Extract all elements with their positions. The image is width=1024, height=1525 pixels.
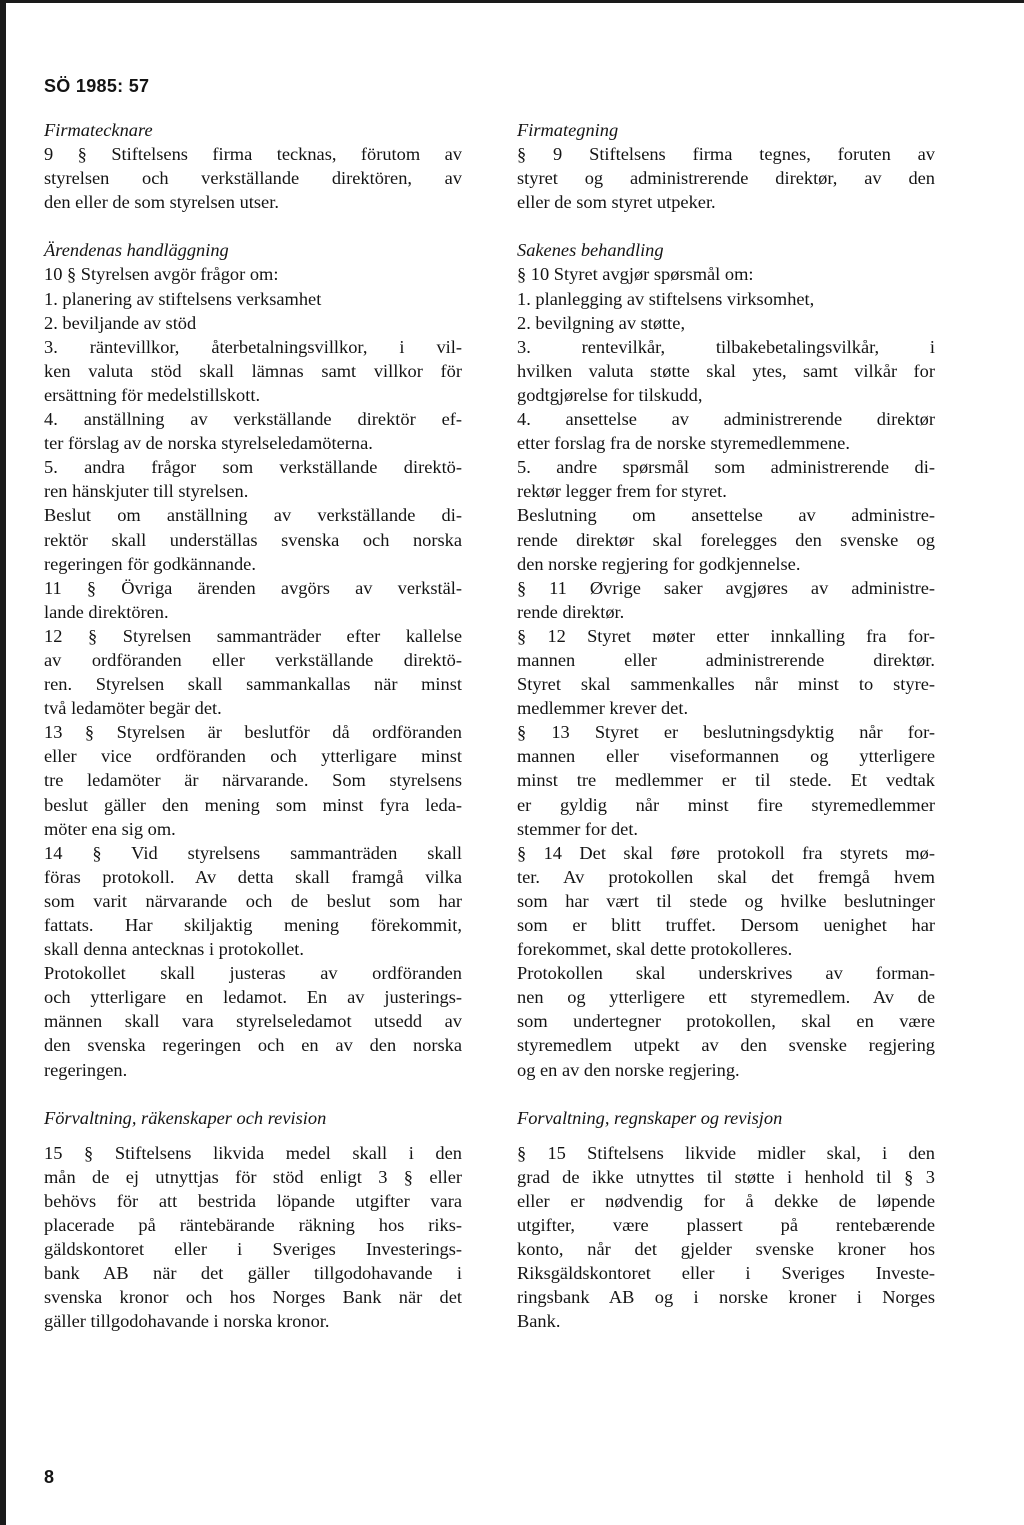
text-line: som undertegner protokollen, skal en være [517,1011,935,1032]
text-block [517,262,935,1081]
text-line: ringsbank AB og i norske kroner i Norges [517,1287,935,1308]
text-line: 13 § Styrelsen är beslutför då ordföranden [44,722,462,743]
text-line: 2. beviljande av stöd [44,312,197,333]
text-line: § 15 Stiftelsens likvide midler skal, i den [517,1142,935,1163]
text-line: § 14 Det skal føre protokoll fra styrets mø- [517,842,935,863]
text-line: Beslut om anställning av verkställande di- [44,505,462,526]
text-line: og en av den norske regjering. [517,1059,740,1080]
section-heading: Firmatecknare [44,120,153,140]
text-line: den eller de som styrelsen utser. [44,192,279,213]
text-line: 1. planering av stiftelsens verksamhet [44,288,322,309]
text-line: beslut gäller den mening som minst fyra leda- [44,794,462,815]
text-line: Beslutning om ansettelse av administre- [517,505,935,526]
text-line: regeringen för godkännande. [44,553,256,574]
text-line: 3. räntevillkor, återbetalningsvillkor, i vil- [44,336,462,357]
text-line: 15 § Stiftelsens likvida medel skall i den [44,1142,462,1163]
text-block [517,1141,935,1334]
text-line: föras protokoll. Av detta skall framgå vilka [44,866,462,887]
text-line: Styret skal sammenkalles når minst to styre- [517,674,935,695]
norwegian-text-column [517,118,935,1334]
text-line: rende direktør skal forelegges den svenske og [517,529,935,550]
text-line: 11 § Övriga ärenden avgörs av verkstäl- [44,577,462,598]
text-line: ren. Styrelsen skall sammankallas när minst [44,674,462,695]
section-heading: Förvaltning, räkenskaper och revision [44,1107,327,1128]
text-line: konto, når det gjelder svenske kroner hos [517,1239,935,1260]
text-line: mån de ej utnyttjas för stöd enligt 3 § eller [44,1166,462,1187]
text-line: ter förslag av de norska styrelseledamöterna. [44,433,373,454]
text-line: svenska kronor och hos Norges Bank när det [44,1287,462,1308]
text-line: fattats. Har skiljaktig mening förekommit, [44,915,462,935]
text-line: lande direktören. [44,601,169,622]
text-line: er gyldig når minst fire styremedlemmer [517,794,935,815]
text-block [44,1141,462,1334]
text-line: 3. rentevilkår, tilbakebetalingsvilkår, i [517,336,935,357]
text-line: 10 § Styrelsen avgör frågor om: [44,264,279,285]
text-line: och ytterligare en ledamot. En av justerings- [44,987,462,1008]
page-number: 8 [44,1467,55,1487]
text-line: den svenska regeringen och en av den norska [44,1035,462,1056]
text-line: regeringen. [44,1059,128,1080]
text-line: forekommet, skal dette protokolleres. [517,939,793,960]
text-line: rektör skall underställas svenska och norska [44,529,462,550]
text-line: 14 § Vid styrelsens sammanträden skall [44,842,462,863]
section-heading: Ärendenas handläggning [44,240,229,261]
text-line: godtgjørelse for tilskudd, [517,384,703,405]
text-line: eller de som styret utpeker. [517,192,716,213]
text-line: etter forslag fra de norske styremedlemmene. [517,433,850,454]
text-line: männen skall vara styrelseledamot utsedd av [44,1011,462,1032]
text-line: Protokollen skal underskrives av forman- [517,963,935,984]
text-line: § 10 Styret avgjør spørsmål om: [517,264,754,285]
text-line: mannen eller administrerende direktør. [517,649,935,670]
text-line: § 12 Styret møter etter innkalling fra for- [517,625,935,646]
text-line: rektør legger frem for styret. [517,481,727,502]
text-line: mannen eller viseformannen og ytterligere [517,746,935,767]
text-line: behövs för att bestrida löpande utgifter vara [44,1190,462,1211]
text-line: minst tre medlemmer er til stede. Et vedtak [517,770,935,791]
text-line: möter ena sig om. [44,818,176,839]
text-line: stemmer for det. [517,818,639,839]
text-line: eller er nødvendig for å dekke de løpende [517,1190,935,1211]
text-line: ken valuta stöd skall lämnas samt villkor för [44,360,462,381]
text-line: placerade på räntebärande räkning hos riks- [44,1215,462,1236]
text-line: 5. andra frågor som verkställande direktö- [44,457,462,478]
text-line: rende direktør. [517,601,625,622]
document-reference: SÖ 1985: 57 [44,76,150,96]
text-line: av ordföranden eller verkställande direktö- [44,649,462,670]
text-line: § 13 Styret er beslutningsdyktig når for- [517,722,935,743]
swedish-text-column [44,118,462,1334]
text-line: skall denna antecknas i protokollet. [44,939,304,960]
text-line: styremedlem utpekt av den svenske regjering [517,1035,935,1056]
text-line: eller vice ordföranden och ytterligare minst [44,746,462,767]
text-line: bank AB när det gäller tillgodohavande i [44,1263,462,1284]
text-line: som er blitt truffet. Dersom uenighet har [517,915,935,935]
text-line: 4. ansettelse av administrerende direktør [517,409,935,430]
section-heading: Firmategning [517,120,619,140]
section-heading: Forvaltning, regnskaper og revisjon [517,1107,783,1128]
text-line: ter. Av protokollen skal det fremgå hvem [517,866,935,887]
text-line: Bank. [517,1311,561,1332]
text-line: utgifter, være plassert på rentebærende [517,1215,935,1236]
text-line: gäldskontoret eller i Sveriges Investerings- [44,1239,462,1260]
text-line: 1. planlegging av stiftelsens virksomhet, [517,288,815,309]
text-block [44,262,462,1081]
text-line: medlemmer krever det. [517,698,689,719]
text-line: § 9 Stiftelsens firma tegnes, foruten av [517,144,935,165]
text-line: 9 § Stiftelsens firma tecknas, förutom av [44,144,462,165]
text-line: styrelsen och verkställande direktören, av [44,168,462,189]
text-block [44,142,462,214]
text-line: 2. bevilgning av støtte, [517,312,686,333]
text-line: Riksgäldskontoret eller i Sveriges Investe- [517,1263,935,1284]
text-line: 5. andre spørsmål som administrerende di- [517,457,935,478]
text-line: tre ledamöter är närvarande. Som styrelsens [44,770,462,791]
text-line: gäller tillgodohavande i norska kronor. [44,1311,330,1332]
text-line: hvilken valuta støtte skal ytes, samt vilkår for [517,360,935,381]
text-line: 12 § Styrelsen sammanträder efter kallelse [44,625,462,646]
text-line: två ledamöter begär det. [44,698,222,719]
text-line: Protokollet skall justeras av ordföranden [44,963,462,984]
text-line: ersättning för medelstillskott. [44,384,261,405]
text-line: § 11 Øvrige saker avgjøres av administre- [517,577,935,598]
text-block [517,142,935,214]
section-heading: Sakenes behandling [517,240,664,261]
text-line: styret og administrerende direktør, av den [517,168,935,189]
text-line: grad de ikke utnyttes til støtte i henhold til § 3 [517,1166,935,1187]
text-line: den norske regjering for godkjennelse. [517,553,801,574]
text-line: nen og ytterligere ett styremedlem. Av de [517,987,935,1008]
text-line: 4. anställning av verkställande direktör ef- [44,409,462,430]
text-line: som varit närvarande och de beslut som har [44,890,462,911]
text-line: ren hänskjuter till styrelsen. [44,481,249,502]
text-line: som har vært til stede og hvilke beslutninger [517,890,935,911]
